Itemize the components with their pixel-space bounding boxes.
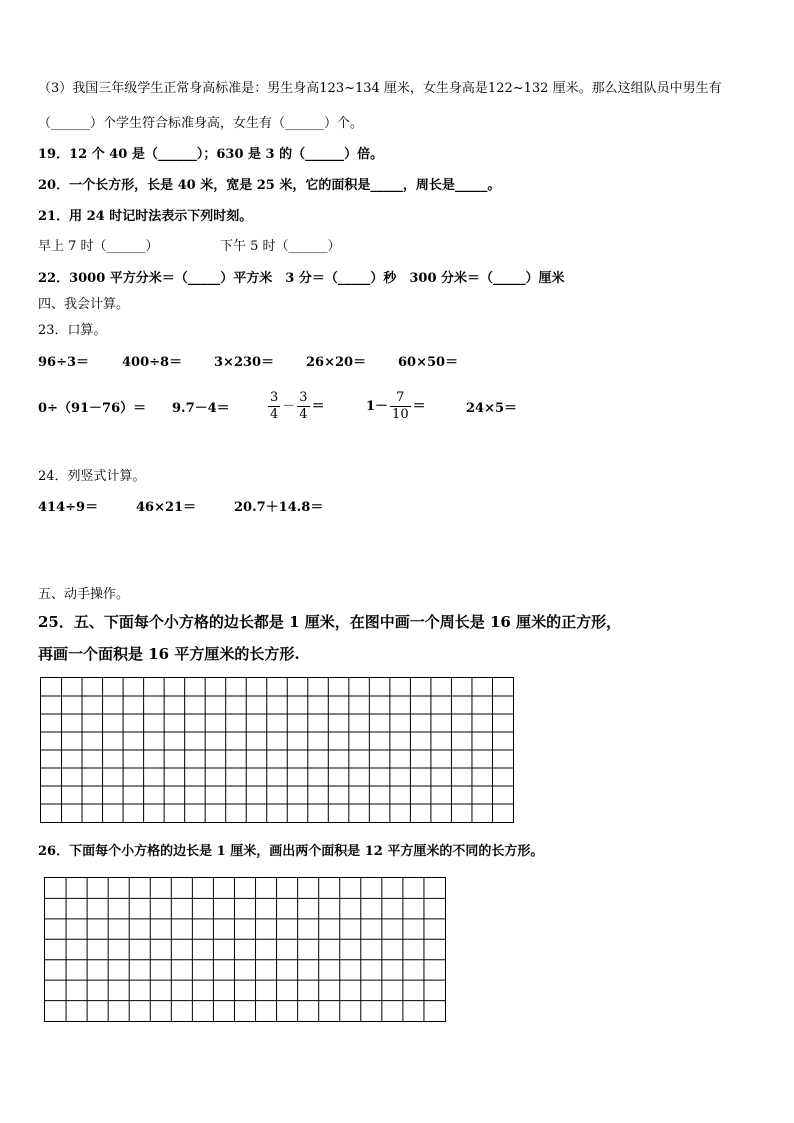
oral-calc-5: 60×50＝	[398, 355, 459, 370]
question-25-line1: 25．五、下面每个小方格的边长都是 1 厘米，在图中画一个周长是 16 厘米的正方形，	[38, 613, 622, 631]
vertical-calc-2: 46×21＝	[136, 500, 197, 515]
oral-calc-4: 26×20＝	[306, 355, 367, 370]
question-19: 19．12 个 40 是（______）；630 是 3 的（______）倍。	[38, 147, 384, 162]
question-21-title: 21．用 24 时记时法表示下列时刻。	[38, 209, 253, 224]
grid-lines-q26	[45, 878, 445, 1021]
q18-part3-line2: （______）个学生符合标准身高，女生有（______）个。	[38, 116, 364, 131]
oral-calc-3: 3×230＝	[214, 355, 275, 370]
square-grid-q25[interactable]	[40, 677, 514, 823]
fraction-7-10: $\frac{7}{10}$	[392, 390, 409, 422]
square-grid-q26[interactable]	[44, 877, 446, 1022]
q18-part3-line1: （3）我国三年级学生正常身高标准是：男生身高123~134 厘米，女生身高是122~132 厘米。那么这组队员中男生有	[38, 81, 722, 96]
oral-calc-10: 24×5＝	[466, 401, 518, 416]
vertical-calc-1: 414÷9＝	[38, 500, 99, 515]
fraction-3-4-b: $\frac{3}{4}$	[299, 390, 308, 422]
question-24-title: 24．列竖式计算。	[38, 469, 146, 484]
oral-calc-1: 96÷3＝	[38, 355, 90, 370]
question-22: 22．3000 平方分米＝（_____）平方米 3 分＝（_____）秒 300 分米＝（_____）厘米	[38, 271, 565, 286]
oral-calc-2: 400÷8＝	[122, 355, 183, 370]
oral-calc-6: 0÷（91－76）＝	[38, 401, 147, 416]
question-20: 20．一个长方形，长是 40 米，宽是 25 米，它的面积是_____，周长是_____。	[38, 178, 501, 193]
section-4-heading: 四、我会计算。	[38, 297, 130, 312]
vertical-calc-3: 20.7＋14.8＝	[234, 500, 324, 515]
oral-calc-9-fraction: 1－ $\frac{7}{10}$ ＝	[366, 390, 426, 422]
oral-calc-8-fraction: $\frac{3}{4}$ － $\frac{3}{4}$ ＝	[270, 390, 325, 422]
fraction-3-4-a: $\frac{3}{4}$	[270, 390, 279, 422]
grid-lines-q25	[41, 678, 513, 822]
question-21-afternoon: 下午 5 时（______）	[220, 239, 341, 254]
section-5-heading: 五、动手操作。	[38, 587, 130, 602]
question-23-title: 23．口算。	[38, 323, 107, 338]
question-26: 26．下面每个小方格的边长是 1 厘米，画出两个面积是 12 平方厘米的不同的长方形。	[38, 844, 544, 859]
question-21-morning: 早上 7 时（______）	[38, 239, 159, 254]
oral-calc-7: 9.7－4＝	[172, 401, 230, 416]
question-25-line2: 再画一个面积是 16 平方厘米的长方形.	[38, 645, 300, 663]
